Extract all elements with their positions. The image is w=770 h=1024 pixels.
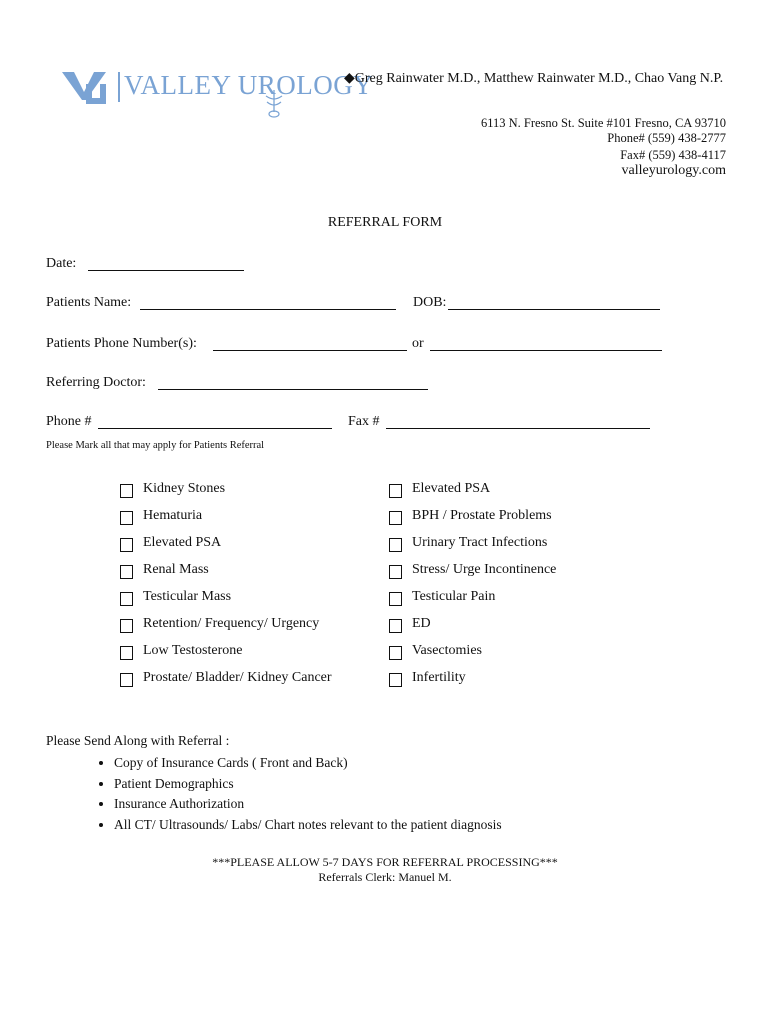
label-urinary-tract-infections: Urinary Tract Infections: [412, 535, 548, 550]
checkbox-retention-frequency-urgency[interactable]: [120, 619, 133, 633]
patient-name-label: Patients Name:: [46, 295, 132, 310]
referring-doctor-field[interactable]: [158, 389, 428, 390]
clinic-address: 6113 N. Fresno St. Suite #101 Fresno, CA 93710: [480, 116, 726, 130]
referring-doctor-label: Referring Doctor:: [46, 375, 146, 390]
checkbox-ed[interactable]: [389, 619, 402, 633]
label-kidney-stones: Kidney Stones: [143, 481, 226, 496]
label-low-testosterone: Low Testosterone: [143, 643, 243, 658]
checkbox-infertility[interactable]: [389, 673, 402, 687]
clinic-fax: Fax# (559) 438-4117: [620, 148, 726, 162]
label-testicular-mass: Testicular Mass: [143, 589, 232, 604]
phone-label: Phone #: [46, 414, 92, 429]
doctors-list: ◆Greg Rainwater M.D., Matthew Rainwater M.D., Chao Vang N.P.: [344, 71, 724, 86]
or-label: or: [412, 336, 424, 351]
checkbox-urinary-tract-infections[interactable]: [389, 538, 402, 552]
label-renal-mass: Renal Mass: [143, 562, 209, 577]
valley-urology-logo: [60, 66, 374, 126]
checkbox-bph-prostate-problems[interactable]: [389, 511, 402, 525]
checkbox-testicular-pain[interactable]: [389, 592, 402, 606]
patient-phone-label: Patients Phone Number(s):: [46, 336, 197, 351]
patient-name-field[interactable]: [140, 309, 396, 310]
clinic-phone: Phone# (559) 438-2777: [607, 131, 726, 145]
label-infertility: Infertility: [412, 670, 466, 685]
label-ed: ED: [412, 616, 431, 631]
label-prostate-bladder-kidney-cancer: Prostate/ Bladder/ Kidney Cancer: [143, 670, 332, 685]
label-hematuria: Hematuria: [143, 508, 203, 523]
referrals-clerk: Referrals Clerk: Manuel M.: [318, 870, 452, 884]
label-vasectomies: Vasectomies: [412, 643, 482, 658]
date-label: Date:: [46, 256, 77, 271]
dob-field[interactable]: [448, 309, 660, 310]
checkbox-hematuria[interactable]: [120, 511, 133, 525]
checkbox-prostate-bladder-kidney-cancer[interactable]: [120, 673, 133, 687]
processing-notice: ***PLEASE ALLOW 5-7 DAYS FOR REFERRAL PROCESSING***: [212, 855, 558, 869]
checkbox-elevated-psa-right[interactable]: [389, 484, 402, 498]
list-item: • All CT/ Ultrasounds/ Labs/ Chart notes relevant to the patient diagnosis: [114, 815, 502, 836]
send-along-list: [60, 753, 502, 835]
label-bph-prostate-problems: BPH / Prostate Problems: [412, 508, 552, 523]
phone-field[interactable]: [98, 428, 332, 429]
clinic-website: valleyurology.com: [621, 163, 726, 178]
checkbox-testicular-mass[interactable]: [120, 592, 133, 606]
checkbox-renal-mass[interactable]: [120, 565, 133, 579]
fax-label: Fax #: [348, 414, 380, 429]
form-title: REFERRAL FORM: [327, 215, 443, 230]
patient-phone-field-1[interactable]: [213, 350, 407, 351]
vu-monogram-icon: [60, 70, 120, 110]
checkbox-low-testosterone[interactable]: [120, 646, 133, 660]
send-along-heading: Please Send Along with Referral :: [46, 733, 230, 748]
checkbox-kidney-stones[interactable]: [120, 484, 133, 498]
caduceus-icon: [262, 88, 286, 118]
list-item: • Insurance Authorization: [114, 794, 502, 815]
label-elevated-psa-right: Elevated PSA: [412, 481, 491, 496]
label-retention-frequency-urgency: Retention/ Frequency/ Urgency: [143, 616, 320, 631]
label-testicular-pain: Testicular Pain: [412, 589, 496, 604]
checkbox-vasectomies[interactable]: [389, 646, 402, 660]
checkbox-stress-urge-incontinence[interactable]: [389, 565, 402, 579]
label-elevated-psa-left: Elevated PSA: [143, 535, 222, 550]
fax-field[interactable]: [386, 428, 650, 429]
patient-phone-field-2[interactable]: [430, 350, 662, 351]
list-item: • Copy of Insurance Cards ( Front and Back): [114, 753, 502, 774]
checkbox-elevated-psa-left[interactable]: [120, 538, 133, 552]
date-field[interactable]: [88, 270, 244, 271]
brand-name: VALLEY UROLOGY: [124, 70, 374, 100]
label-stress-urge-incontinence: Stress/ Urge Incontinence: [412, 562, 557, 577]
dob-label: DOB:: [413, 295, 447, 310]
mark-hint: Please Mark all that may apply for Patients Referral: [46, 440, 265, 451]
list-item: • Patient Demographics: [114, 774, 502, 795]
